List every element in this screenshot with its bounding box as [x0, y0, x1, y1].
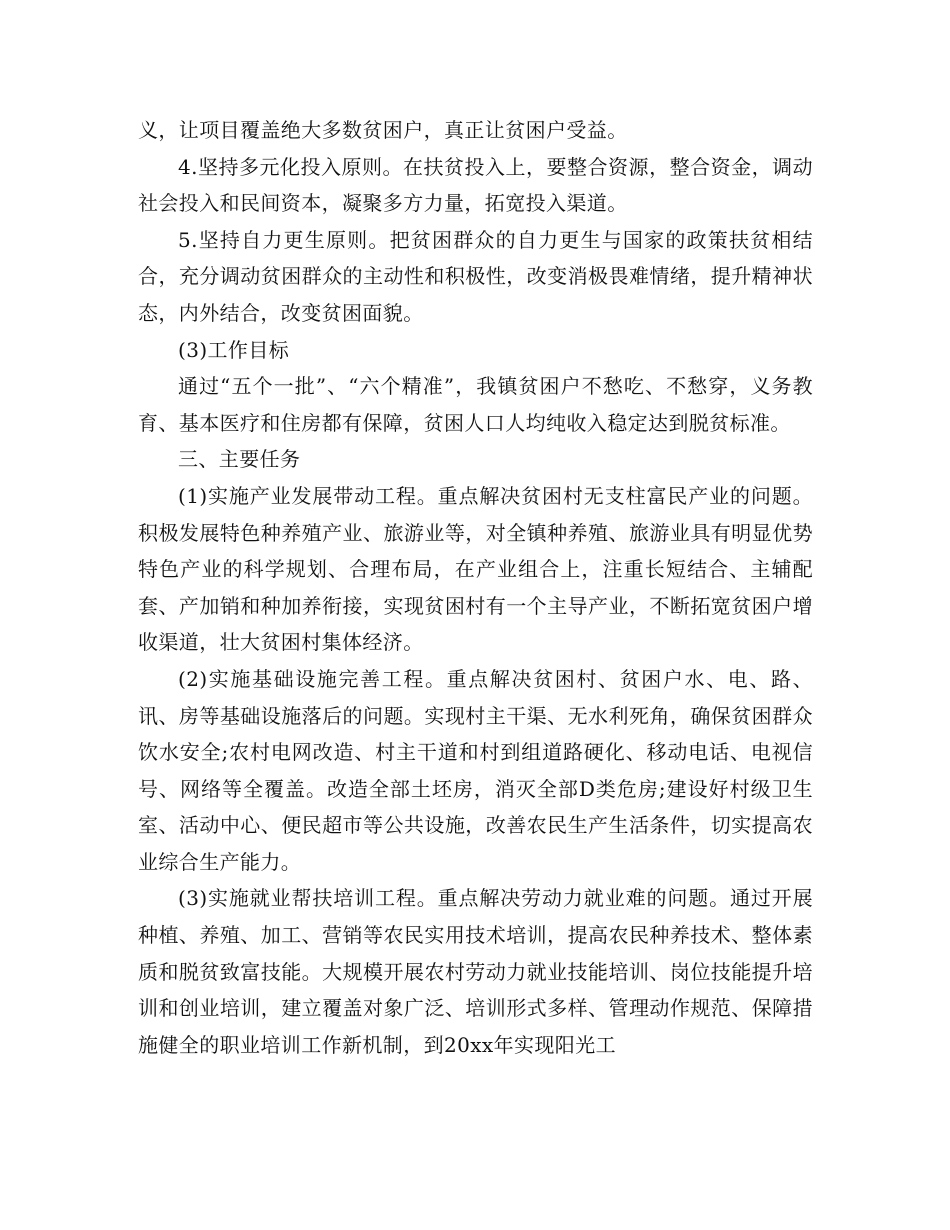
paragraph-principle-5: 5.坚持自力更生原则。把贫困群众的自力更生与国家的政策扶贫相结合，充分调动贫困群众的主动性和积极性，改变消极畏难情绪，提升精神状态，内外结合，改变贫困面貌。: [138, 227, 813, 325]
document-body: [138, 112, 813, 1063]
section-heading-work-goals: (3)工作目标: [178, 337, 290, 362]
paragraph-task-1: (1)实施产业发展带动工程。重点解决贫困村无支柱富民产业的问题。积极发展特色种养殖产业、旅游业等，对全镇种养殖、旅游业具有明显优势特色产业的科学规划、合理布局，在产业组合上，注重长短结合、主辅配套、产加销和种加养衔接，实现贫困村有一个主导产业，不断拓宽贫困户增收渠道，壮大贫困村集体经济。: [138, 483, 813, 655]
paragraph-work-goals: 通过“五个一批”、“六个精准”，我镇贫困户不愁吃、不愁穿，义务教育、基本医疗和住房都有保障，贫困人口人均纯收入稳定达到脱贫标准。: [138, 374, 813, 435]
paragraph-task-2: (2)实施基础设施完善工程。重点解决贫困村、贫困户水、电、路、讯、房等基础设施落后的问题。实现村主干渠、无水利死角，确保贫困群众饮水安全;农村电网改造、村主干道和村到组道路硬化、移动电话、电视信号、网络等全覆盖。改造全部土坯房，消灭全部D类危房;建设好村级卫生室、活动中心、便民超市等公共设施，改善农民生产生活条件，切实提高农业综合生产能力。: [138, 666, 813, 874]
paragraph-task-3: (3)实施就业帮扶培训工程。重点解决劳动力就业难的问题。通过开展种植、养殖、加工、营销等农民实用技术培训，提高农民种养技术、整体素质和脱贫致富技能。大规模开展农村劳动力就业技能培训、岗位技能提升培训和创业培训，建立覆盖对象广泛、培训形式多样、管理动作规范、保障措施健全的职业培训工作新机制，到20xx年实现阳光工: [138, 886, 813, 1057]
section-heading-main-tasks: 三、主要任务: [178, 447, 301, 472]
paragraph-principle-4: 4.坚持多元化投入原则。在扶贫投入上，要整合资源，整合资金，调动社会投入和民间资本，凝聚多方力量，拓宽投入渠道。: [138, 154, 813, 216]
paragraph-continuation: 义，让项目覆盖绝大多数贫困户，真正让贫困户受益。: [138, 118, 628, 142]
